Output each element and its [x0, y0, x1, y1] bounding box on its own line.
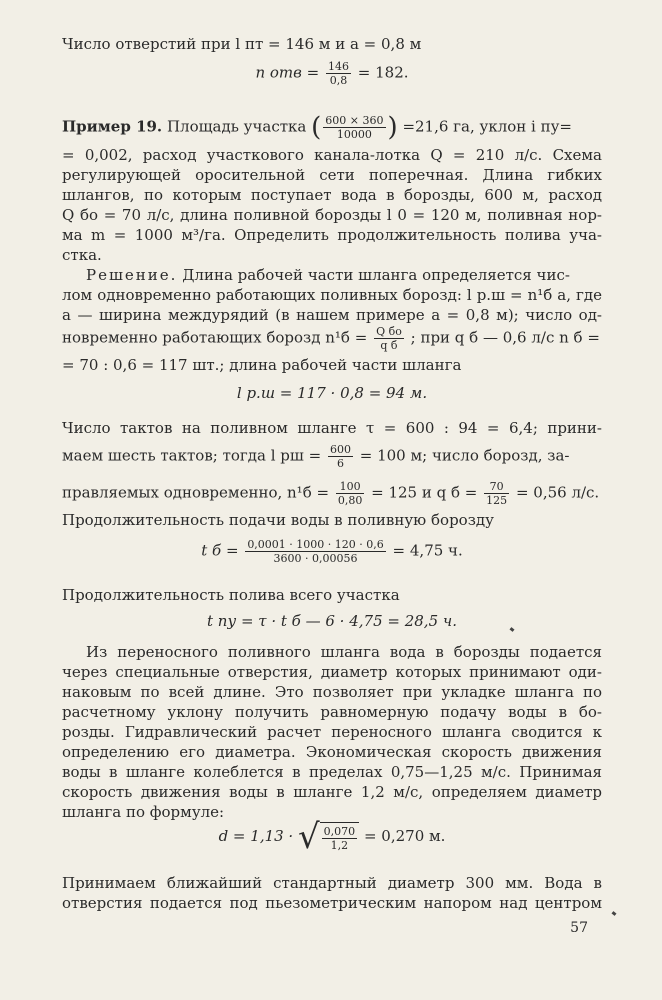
square-root [298, 817, 359, 857]
fraction [484, 480, 509, 507]
fraction-numerator: 0,0001 · 1000 · 120 · 0,6 [247, 538, 384, 551]
formula-holes [62, 60, 602, 87]
fraction [336, 480, 365, 507]
fraction-numerator: 600 × 360 [325, 114, 384, 127]
fraction-denominator: 6 [336, 457, 344, 470]
text-fragment: ; при q б — 0,6 л/с n б = [410, 328, 600, 347]
formula-diameter [62, 817, 602, 857]
text-line: шлангов, по которым поступает вода в борозды, 600 м, расход [62, 186, 602, 204]
text-fragment: новременно работающих борозд n¹б = [62, 328, 368, 347]
text-line: розды. Гидравлический расчет переносного шланга сводится к [62, 723, 602, 741]
text-line: Число тактов на поливном шланге τ = 600 : 94 = 6,4; прини- [62, 419, 602, 437]
text-line: Число отверстий при l пт = 146 м и a = 0,8 м [62, 35, 422, 53]
solution-label: Решение. [86, 266, 178, 284]
solution-line [86, 265, 602, 285]
text-line-with-fraction [62, 480, 602, 507]
fraction-denominator: q б [380, 339, 398, 352]
page-number: 57 [570, 920, 588, 936]
fraction [326, 60, 351, 87]
fraction [323, 114, 385, 141]
text-line: наковым по всей длине. Это позволяет при укладке шланга по [62, 683, 602, 701]
fraction-numerator: 70 [484, 480, 509, 494]
text-fragment: = 100 м; число борозд, за- [359, 446, 570, 465]
text-line: Принимаем ближайший стандартный диаметр 300 мм. Вода в [62, 874, 602, 892]
text-line: скорость движения воды в шланге 1,2 м/с, определяем диаметр [62, 783, 602, 801]
print-speck [612, 911, 617, 916]
text-line: через специальные отверстия, диаметр которых принимают оди- [62, 663, 602, 681]
fraction-numerator: 0,070 [323, 825, 356, 838]
text-line: ма m = 1000 м³/га. Определить продолжительность полива уча- [62, 226, 602, 244]
text-line: определению его диаметра. Экономическая скорость движения [62, 743, 602, 761]
text-fragment: Площадь участка [166, 117, 307, 136]
fraction-denominator: 0,80 [337, 494, 363, 507]
formula-rhs: = 4,75 ч. [392, 541, 463, 560]
fraction-denominator: 0,8 [329, 74, 348, 87]
text-fragment: =21,6 га, уклон i пу= [402, 117, 572, 136]
formula-furrow-duration [62, 538, 602, 565]
text-fragment: = 125 и q б = [371, 483, 478, 502]
fraction [328, 443, 353, 470]
text-fragment: маем шесть тактов; тогда l рш = [62, 446, 322, 465]
example-heading-line: Пример 19. Площадь участка ( $\frac{600 \times 360}{10000}$ ) =21,6 га, уклон i пу= [62, 112, 572, 143]
formula-lhs: d = 1,13 · [218, 827, 294, 845]
formula-lhs: n отв = [255, 63, 320, 82]
fraction-numerator: 100 [336, 480, 365, 494]
text-line: a — ширина междурядий (в нашем примере a = 0,8 м); число од- [62, 306, 602, 324]
fraction [374, 325, 404, 352]
text-line: = 70 : 0,6 = 117 шт.; длина рабочей части шланга [62, 356, 462, 374]
text-fragment: = 0,56 л/с. [515, 483, 600, 502]
fraction [322, 825, 358, 852]
fraction-numerator: 146 [328, 60, 349, 73]
formula-hose-length: l р.ш = 117 · 0,8 = 94 м. [236, 384, 428, 402]
text-line: регулирующей оросительной сети поперечная. Длина гибких [62, 166, 602, 184]
fraction-denominator: 1,2 [330, 839, 349, 852]
formula-rhs: = 0,270 м. [363, 827, 446, 845]
text-line: Продолжительность полива всего участка [62, 586, 400, 604]
text-line: стка. [62, 246, 102, 264]
text-line: Продолжительность подачи воды в поливную борозду [62, 511, 494, 529]
fraction-numerator: Q бо [376, 325, 402, 338]
fraction-numerator: 600 [329, 443, 351, 456]
text-line: отверстия подается под пьезометрическим напором над центром [62, 894, 602, 912]
text-line-with-fraction [62, 325, 602, 352]
example-label: Пример 19. [62, 117, 163, 136]
formula-lhs: t б = [201, 541, 239, 560]
text-line: = 0,002, расход участкового канала-лотка Q = 210 л/с. Схема [62, 146, 602, 164]
text-line: лом одновременно работающих поливных борозд: l р.ш = n¹б a, где [62, 286, 602, 304]
text-fragment: правляемых одновременно, n¹б = [62, 483, 330, 502]
text-line: шланга по формуле: [62, 803, 225, 821]
radical-sign-icon: √ [298, 817, 320, 857]
fraction [245, 538, 385, 565]
text-line-with-fraction [62, 443, 602, 470]
text-fragment: Длина рабочей части шланга определяется чис- [182, 266, 570, 284]
text-line: расчетному уклону получить равномерную подачу воды в бо- [62, 703, 602, 721]
fraction-denominator: 10000 [336, 128, 372, 141]
text-line: Из переносного поливного шланга вода в борозды подается [86, 643, 602, 661]
text-line: воды в шланге колеблется в пределах 0,75—1,25 м/с. Принимая [62, 763, 602, 781]
fraction-denominator: 3600 · 0,00056 [273, 552, 358, 565]
formula-rhs: = 182. [357, 63, 409, 82]
fraction-denominator: 125 [486, 494, 508, 507]
formula-plot-duration: t пу = τ · t б — 6 · 4,75 = 28,5 ч. [207, 612, 457, 630]
text-line: Q бо = 70 л/с, длина поливной борозды l 0 = 120 м, поливная нор- [62, 206, 602, 224]
